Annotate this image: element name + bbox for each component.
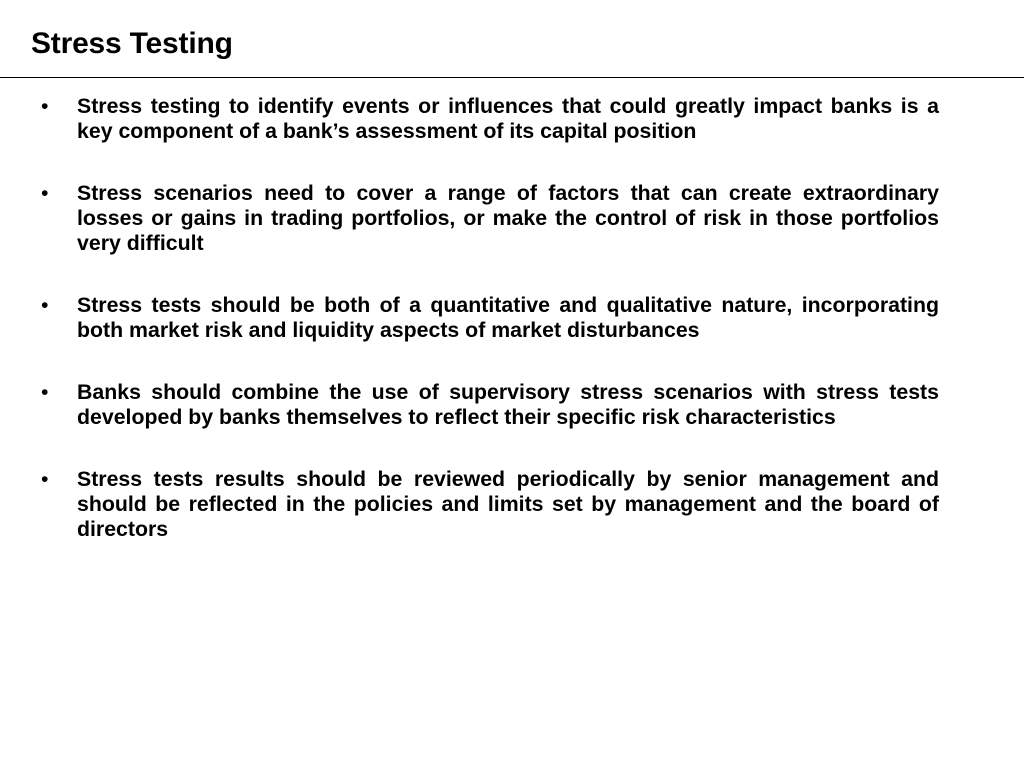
- bullet-item: [40, 467, 939, 542]
- slide-title: Stress Testing: [31, 27, 233, 60]
- bullet-list: [40, 94, 939, 579]
- bullet-dot-icon: •: [41, 467, 49, 491]
- bullet-dot-icon: •: [41, 293, 49, 317]
- bullet-dot-icon: •: [41, 94, 49, 118]
- title-divider: [0, 77, 1024, 78]
- bullet-text: Stress scenarios need to cover a range of factors that can create extraordinary losses or gains in trading portfolios, or make the control of risk in those portfolios very difficult: [77, 181, 939, 255]
- bullet-text: Banks should combine the use of supervisory stress scenarios with stress tests developed by banks themselves to reflect their specific risk characteristics: [77, 380, 939, 429]
- bullet-item: [40, 293, 939, 343]
- bullet-text: Stress testing to identify events or influences that could greatly impact banks is a key component of a bank’s assessment of its capital position: [77, 94, 939, 143]
- bullet-item: [40, 94, 939, 144]
- bullet-dot-icon: •: [41, 380, 49, 404]
- bullet-text: Stress tests should be both of a quantitative and qualitative nature, incorporating both market risk and liquidity aspects of market disturbances: [77, 293, 939, 342]
- bullet-dot-icon: •: [41, 181, 49, 205]
- bullet-item: [40, 380, 939, 430]
- bullet-item: [40, 181, 939, 256]
- bullet-text: Stress tests results should be reviewed periodically by senior management and should be reflected in the policies and limits set by management and the board of directors: [77, 467, 939, 541]
